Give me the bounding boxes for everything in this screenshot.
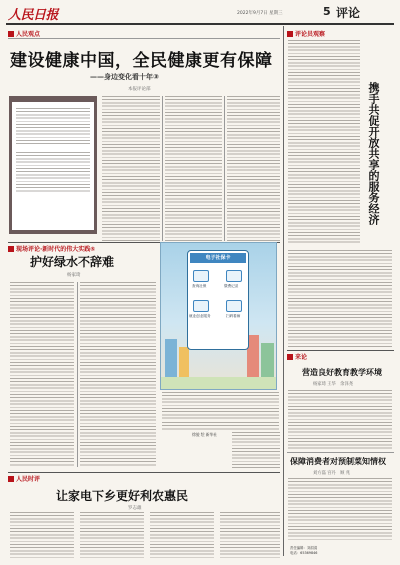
pull-quote-text bbox=[16, 152, 90, 192]
page-footer bbox=[290, 546, 396, 560]
section-label: 评论员观察 bbox=[295, 31, 326, 38]
phone-app-title: 电子社保卡 bbox=[190, 253, 246, 263]
query-icon bbox=[193, 270, 209, 282]
footer-editor: 责任编辑：刘涓涓 bbox=[290, 546, 318, 550]
phone-icon-label: 查询社保 bbox=[192, 284, 207, 288]
tv-byline: 罗志雄 bbox=[128, 506, 142, 511]
divider bbox=[8, 472, 280, 473]
green-headline: 护好绿水不辞难 bbox=[30, 255, 115, 269]
section-square-icon bbox=[8, 476, 14, 482]
main-subheadline: ——身边变化看十年③ bbox=[90, 73, 159, 81]
qr-scan-icon bbox=[226, 300, 242, 312]
illustration-caption bbox=[162, 422, 279, 430]
education-byline: 杨家琦 王华 余泽尧 bbox=[313, 382, 354, 387]
header-rule bbox=[6, 23, 394, 25]
section-tag-commentary bbox=[287, 29, 325, 38]
footer-phone: 电话：65369846 bbox=[290, 550, 318, 555]
green-article-column bbox=[10, 282, 74, 467]
tv-article-column bbox=[150, 512, 214, 558]
phone-icon-label: 缴费记录 bbox=[224, 284, 239, 288]
section-label: 人民观点 bbox=[16, 31, 41, 38]
food-byline: 刘方磊 宫丹 顾 兆 bbox=[313, 471, 351, 476]
education-headline: 营造良好教育教学环境 bbox=[302, 368, 382, 377]
section-tag-people-view bbox=[8, 29, 40, 38]
column-divider bbox=[162, 96, 163, 241]
section-label: 现场评论·新时代的伟大实践⑤ bbox=[16, 246, 96, 253]
section-square-icon bbox=[8, 246, 14, 252]
section-label: 人民时评 bbox=[16, 476, 41, 483]
green-byline: 杨家琦 bbox=[67, 273, 81, 278]
tv-article-column bbox=[220, 512, 280, 558]
phone-icon-label: 就业创业服务 bbox=[189, 314, 211, 318]
tv-headline: 让家电下乡更好利农惠民 bbox=[56, 489, 189, 503]
phone-icon-label: 扫码看病 bbox=[226, 314, 241, 318]
payment-record-icon bbox=[226, 270, 242, 282]
masthead-logo: 人民日报 bbox=[8, 8, 59, 23]
section-tag-people-times bbox=[8, 474, 40, 483]
section-square-icon bbox=[287, 354, 293, 360]
page-section-title: 评论 bbox=[336, 6, 361, 20]
green-article-column bbox=[80, 282, 156, 467]
commentary-headline: 携手共促开放共享的服务经济 bbox=[367, 82, 380, 225]
section-tag-letters bbox=[287, 352, 307, 361]
divider bbox=[8, 38, 280, 39]
section-label: 来论 bbox=[295, 354, 308, 361]
commentary-text bbox=[288, 40, 360, 245]
employment-icon bbox=[193, 300, 209, 312]
main-article-column bbox=[102, 96, 160, 241]
caption-side-text bbox=[232, 432, 280, 470]
main-headline: 建设健康中国，全民健康更有保障 bbox=[10, 51, 273, 71]
section-square-icon bbox=[8, 31, 14, 37]
commentary-text bbox=[288, 250, 392, 348]
main-article-column bbox=[165, 96, 222, 241]
column-divider bbox=[283, 26, 284, 556]
column-divider bbox=[224, 96, 225, 241]
food-text bbox=[288, 478, 392, 542]
issue-date: 2022年9月7日 星期三 bbox=[237, 11, 283, 16]
education-text bbox=[288, 390, 392, 450]
page-number: 5 bbox=[323, 5, 331, 18]
tv-article-column bbox=[80, 512, 144, 558]
pull-quote-text bbox=[16, 108, 90, 146]
illustration-caption bbox=[162, 392, 279, 420]
divider bbox=[287, 452, 394, 453]
section-square-icon bbox=[287, 31, 293, 37]
tv-article-column bbox=[10, 512, 74, 558]
section-tag-practice bbox=[8, 244, 95, 253]
main-byline: 本报评论部 bbox=[128, 87, 151, 92]
main-article-column bbox=[227, 96, 280, 241]
illustration-credit: 徐骏 绘 新华社 bbox=[192, 432, 218, 437]
divider bbox=[287, 350, 394, 351]
column-divider bbox=[77, 282, 78, 467]
food-headline: 保障消费者对预制菜知情权 bbox=[290, 457, 386, 466]
